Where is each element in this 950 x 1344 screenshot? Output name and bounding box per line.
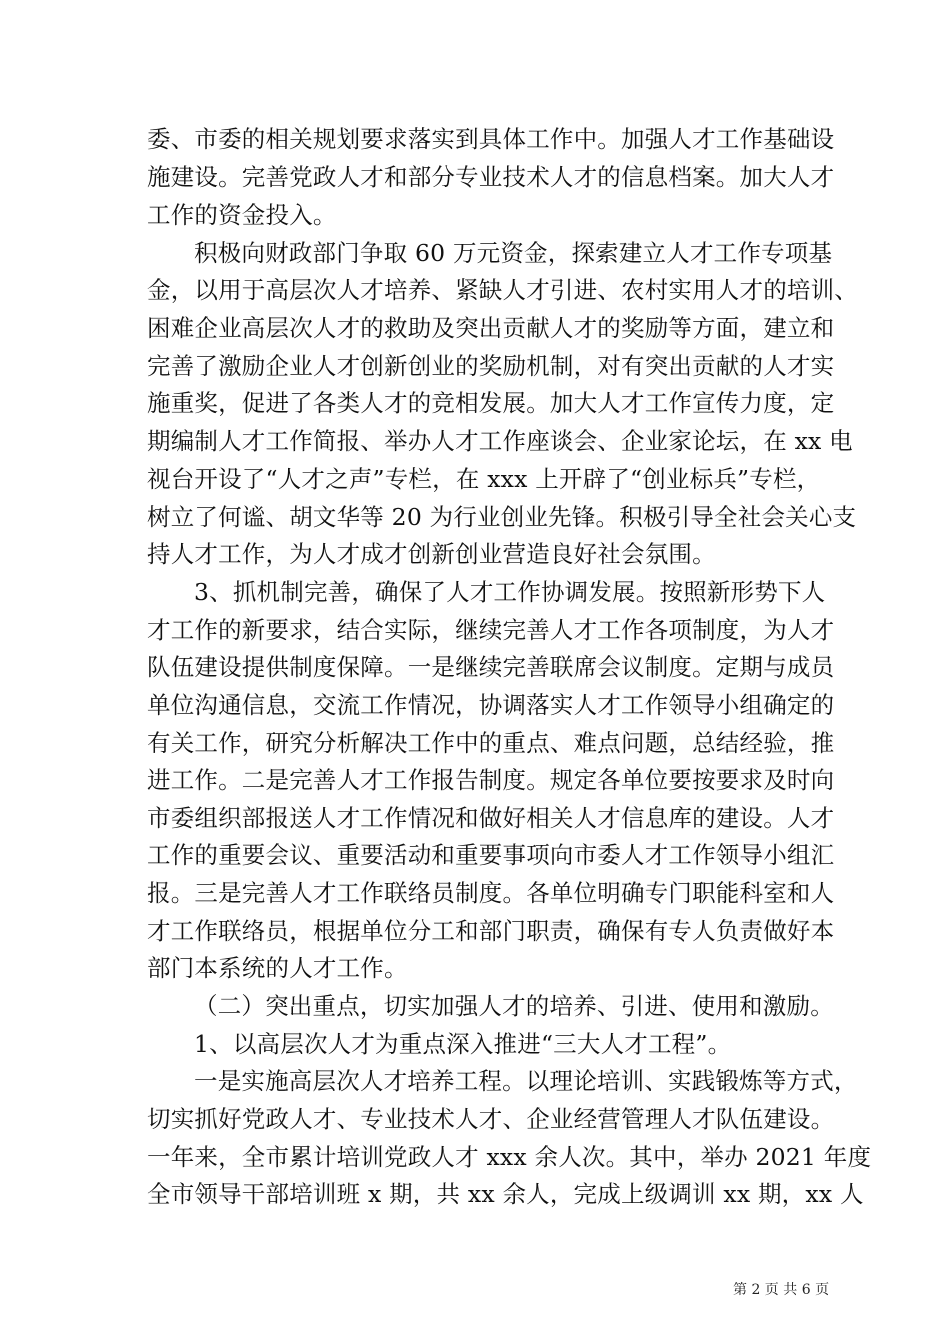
text-line: 有关工作，研究分析解决工作中的重点、难点问题，总结经验，推: [147, 729, 835, 757]
text-line: 部门本系统的人才工作。: [147, 954, 408, 982]
text-line: 报。三是完善人才工作联络员制度。各单位明确专门职能科室和人: [147, 879, 835, 907]
text-line: 施重奖，促进了各类人才的竞相发展。加大人才工作宣传力度，定: [147, 389, 835, 417]
text-line: 施建设。完善党政人才和部分专业技术人才的信息档案。加大人才: [147, 163, 835, 191]
paragraph-start-line: 积极向财政部门争取 60 万元资金，探索建立人才工作专项基: [194, 239, 833, 267]
text-line: 才工作联络员，根据单位分工和部门职责，确保有专人负责做好本: [147, 917, 835, 945]
subsection-heading: 1、以高层次人才为重点深入推进“三大人才工程”。: [194, 1030, 732, 1058]
text-line: 工作的重要会议、重要活动和重要事项向市委人才工作领导小组汇: [147, 841, 835, 869]
text-line: 完善了激励企业人才创新创业的奖励机制，对有突出贡献的人才实: [147, 352, 835, 380]
text-line: 切实抓好党政人才、专业技术人才、企业经营管理人才队伍建设。: [147, 1105, 835, 1133]
text-line: 树立了何谧、胡文华等 20 为行业创业先锋。积极引导全社会关心支: [147, 503, 857, 531]
text-line: 全市领导干部培训班 x 期，共 xx 余人，完成上级调训 xx 期，xx 人: [147, 1180, 864, 1208]
text-line: 工作的资金投入。: [147, 201, 337, 229]
paragraph-start-line: 一是实施高层次人才培养工程。以理论培训、实践锻炼等方式，: [194, 1067, 858, 1095]
section-heading: （二）突出重点，切实加强人才的培养、引进、使用和激励。: [194, 992, 834, 1020]
text-line: 才工作的新要求，结合实际，继续完善人才工作各项制度，为人才: [147, 616, 835, 644]
text-line: 队伍建设提供制度保障。一是继续完善联席会议制度。定期与成员: [147, 653, 835, 681]
text-line: 单位沟通信息，交流工作情况，协调落实人才工作领导小组确定的: [147, 691, 835, 719]
text-line: 金，以用于高层次人才培养、紧缺人才引进、农村实用人才的培训、: [147, 276, 858, 304]
paragraph-start-line: 3、抓机制完善，确保了人才工作协调发展。按照新形势下人: [194, 578, 826, 606]
text-line: 期编制人才工作简报、举办人才工作座谈会、企业家论坛，在 xx 电: [147, 427, 853, 455]
page-number: 第 2 页 共 6 页: [733, 1282, 830, 1298]
text-line: 委、市委的相关规划要求落实到具体工作中。加强人才工作基础设: [147, 125, 835, 153]
text-line: 市委组织部报送人才工作情况和做好相关人才信息库的建设。人才: [147, 804, 835, 832]
text-line: 困难企业高层次人才的救助及突出贡献人才的奖励等方面，建立和: [147, 314, 835, 342]
text-line: 持人才工作，为人才成才创新创业营造良好社会氛围。: [147, 540, 716, 568]
text-line: 一年来，全市累计培训党政人才 xxx 余人次。其中，举办 2021 年度: [147, 1143, 872, 1171]
text-line: 进工作。二是完善人才工作报告制度。规定各单位要按要求及时向: [147, 766, 835, 794]
text-line: 视台开设了“人才之声”专栏，在 xxx 上开辟了“创业标兵”专栏，: [147, 465, 821, 493]
